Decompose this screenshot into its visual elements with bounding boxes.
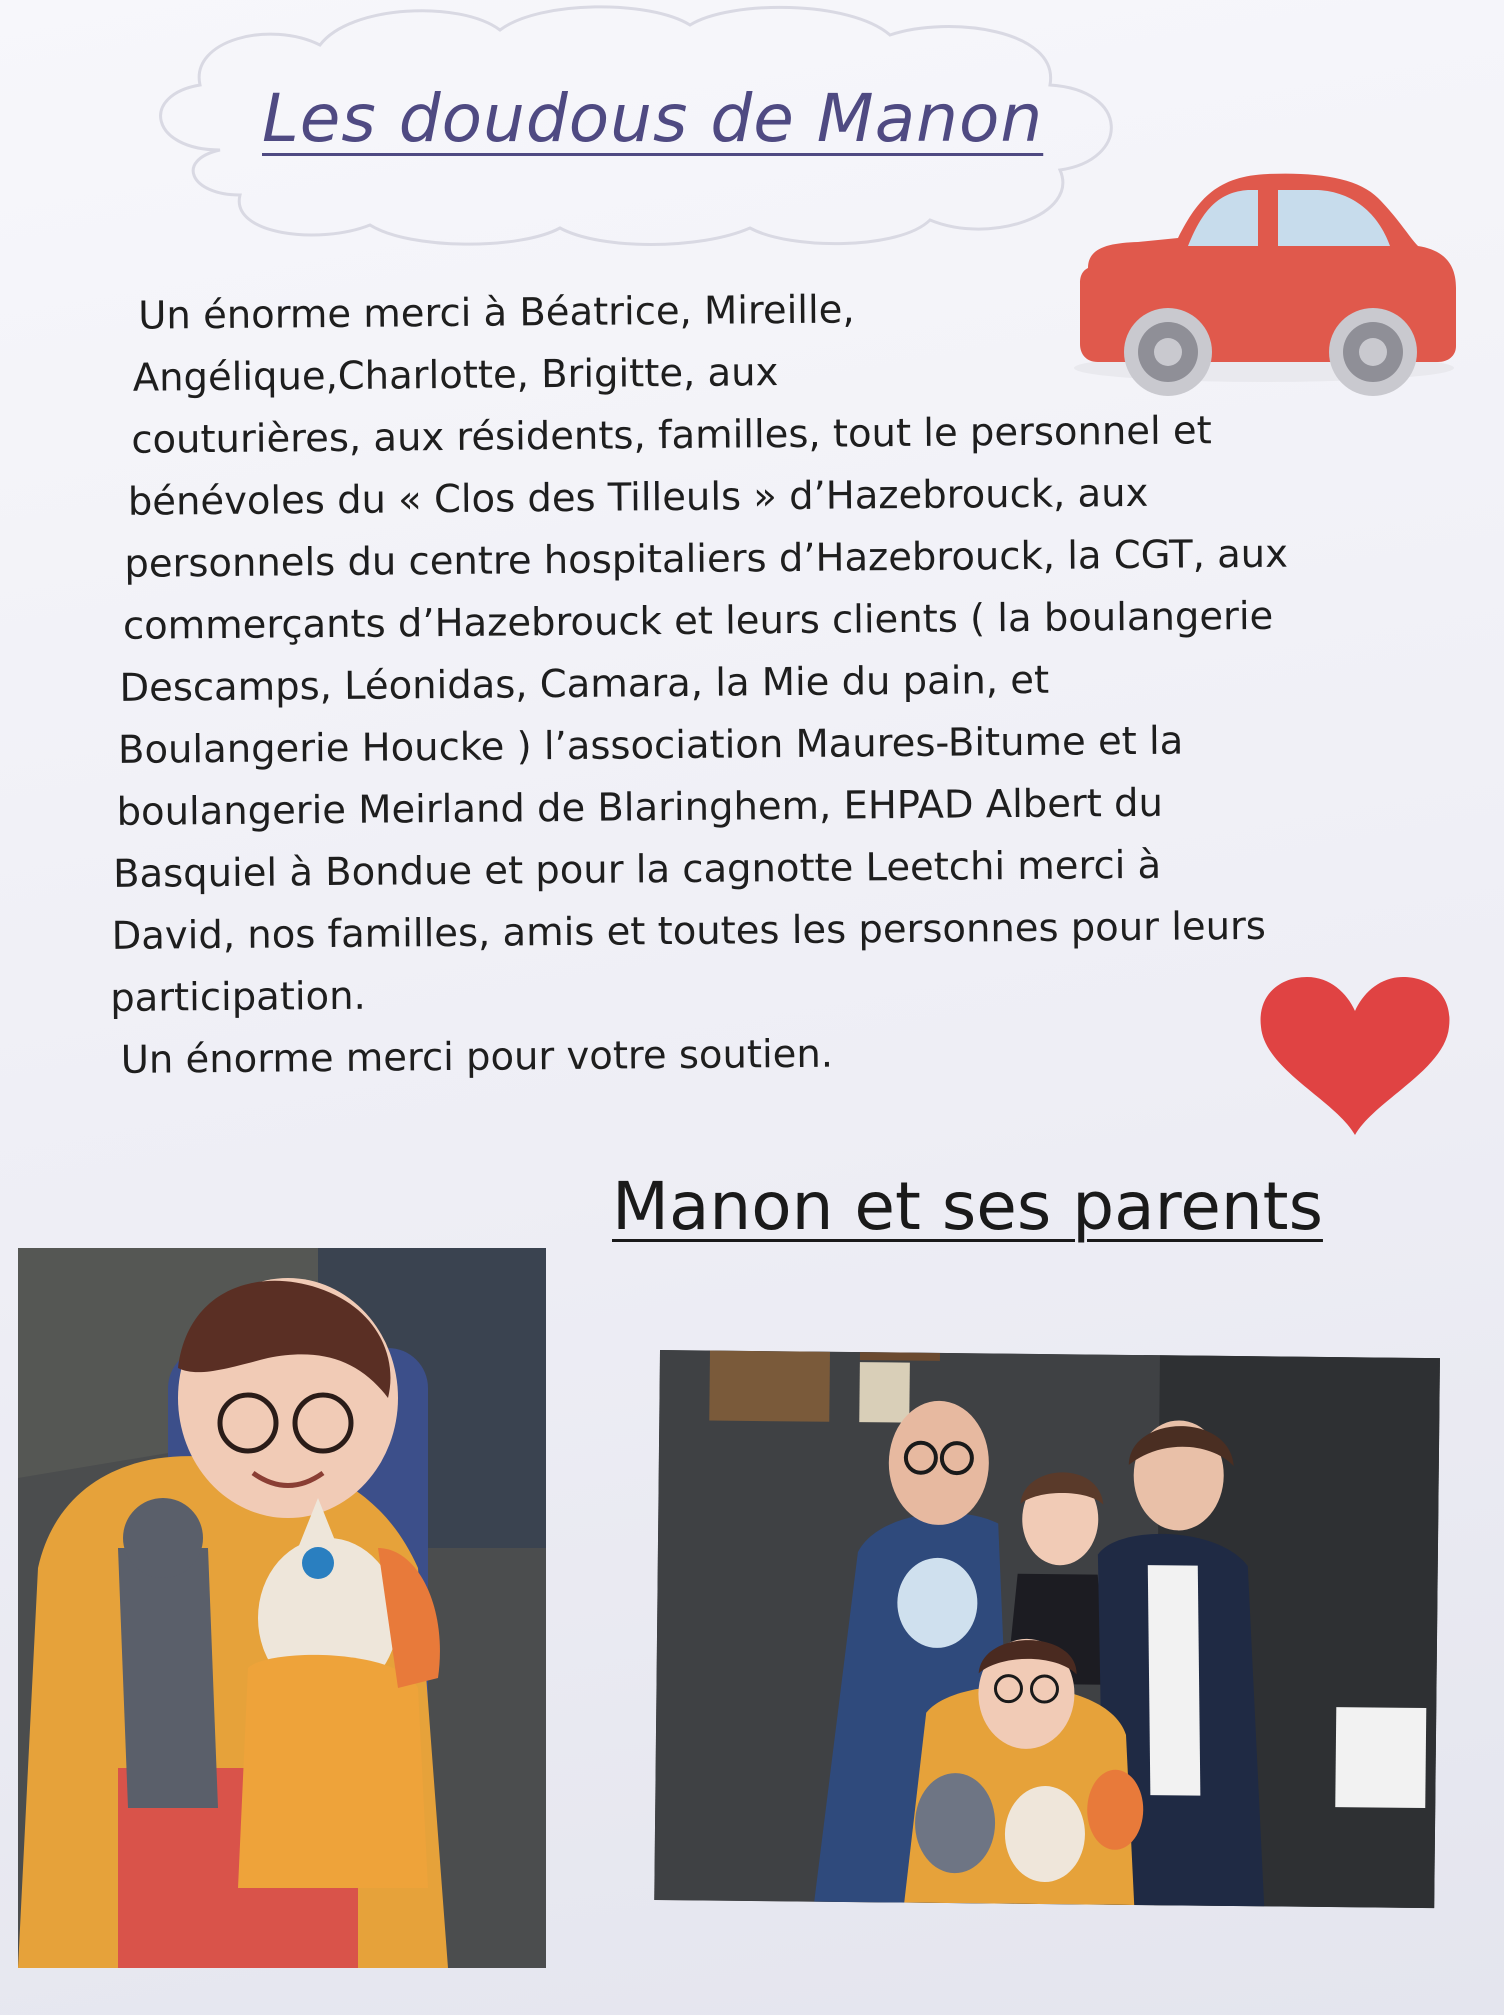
- text-line: commerçants d’Hazebrouck et leurs clients ( la boulangerie: [122, 593, 1274, 649]
- text-line: David, nos familles, amis et toutes les personnes pour leurs: [111, 903, 1267, 959]
- section-heading: Manon et ses parents: [612, 1168, 1323, 1245]
- text-line: Angélique,Charlotte, Brigitte, aux: [132, 350, 779, 401]
- page-title: Les doudous de Manon: [262, 80, 1044, 157]
- text-line: participation.: [110, 973, 366, 1021]
- text-line: personnels du centre hospitaliers d’Hazebrouck, la CGT, aux: [124, 531, 1289, 587]
- text-line: couturières, aux résidents, familles, tout le personnel et: [131, 408, 1212, 463]
- text-line: bénévoles du « Clos des Tilleuls » d’Hazebrouck, aux: [127, 470, 1149, 525]
- text-line: Un énorme merci à Béatrice, Mireille,: [138, 287, 855, 339]
- text-line: Boulangerie Houcke ) l’association Maures-Bitume et la: [117, 718, 1184, 773]
- text-line: Un énorme merci pour votre soutien.: [120, 1031, 834, 1083]
- text-line: Descamps, Léonidas, Camara, la Mie du pain, et: [119, 657, 1050, 711]
- photo-manon-with-doudous: [18, 1248, 546, 1968]
- thank-you-paragraph: [100, 275, 1407, 1092]
- red-heart-icon: [1255, 975, 1455, 1140]
- text-line: Basquiel à Bondue et pour la cagnotte Leetchi merci à: [112, 842, 1162, 897]
- photo-manon-and-parents: [654, 1350, 1440, 1908]
- text-line: boulangerie Meirland de Blaringhem, EHPAD Albert du: [116, 780, 1164, 835]
